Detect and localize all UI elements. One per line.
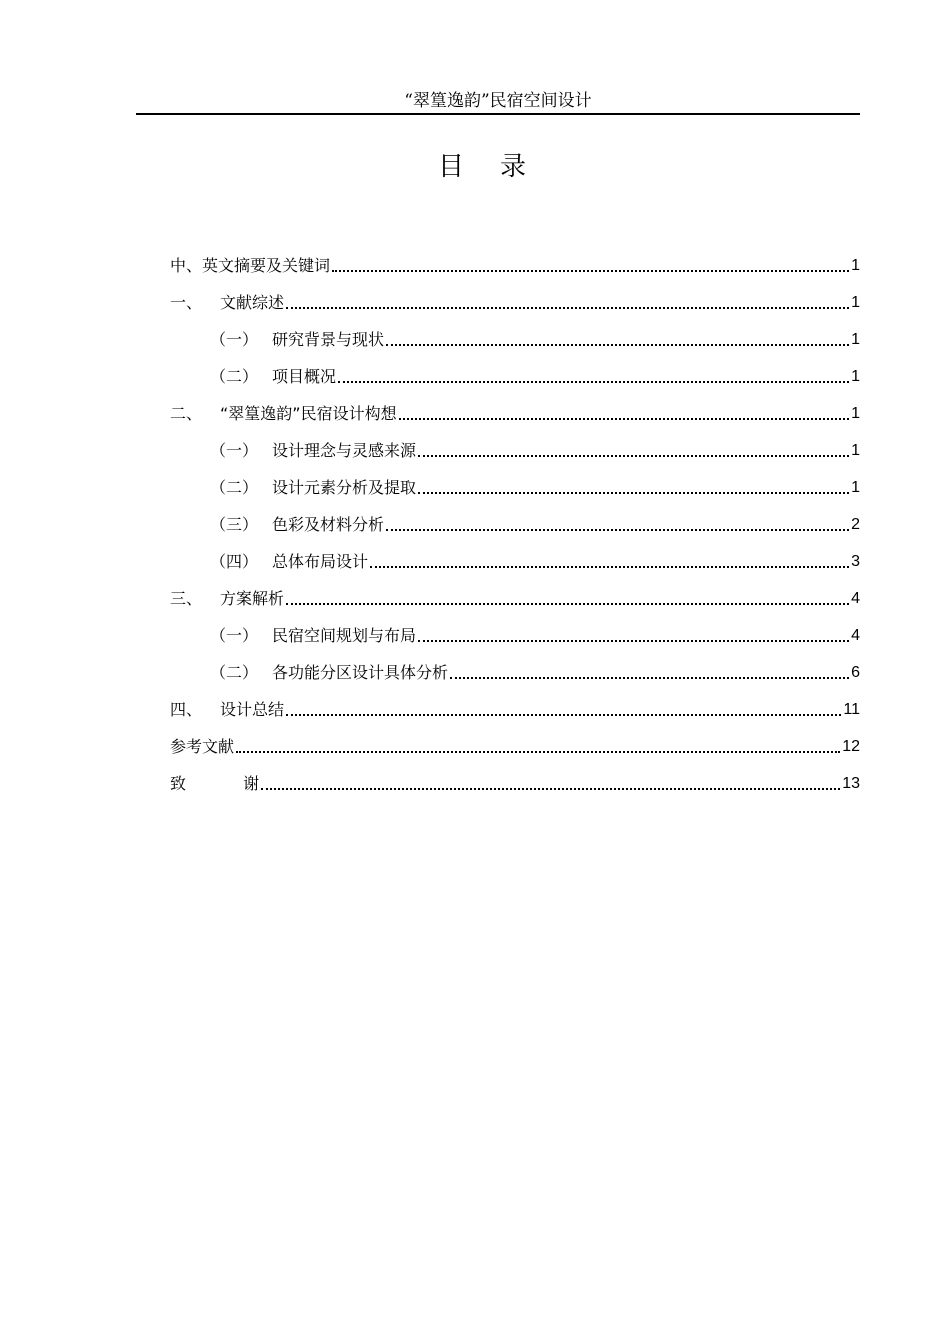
toc-entry[interactable] (170, 287, 860, 313)
dot-leader (286, 307, 849, 309)
toc-page-number: 1 (851, 405, 860, 422)
toc-entry-label: 参考文献 (170, 737, 235, 756)
dot-leader (386, 344, 849, 346)
toc-page-number: 2 (851, 516, 860, 533)
toc-entry-label: 致 谢 (170, 774, 286, 793)
toc-entry[interactable] (170, 583, 860, 609)
dot-leader (418, 640, 849, 642)
dot-leader (261, 788, 840, 790)
toc-entry-label: “翠篁逸韵”民宿设计构想 (220, 404, 397, 423)
toc-entry[interactable] (210, 546, 860, 572)
toc-page-number: 1 (851, 331, 860, 348)
dot-leader (286, 603, 849, 605)
toc-entry-number: （二） (210, 367, 259, 386)
toc-entry-label: 设计总结 (220, 700, 285, 719)
toc-page-number: 1 (851, 294, 860, 311)
toc-entry-label: 色彩及材料分析 (272, 515, 385, 534)
toc-page-number: 1 (851, 479, 860, 496)
toc-entry-label: 项目概况 (272, 367, 337, 386)
dot-leader (450, 677, 849, 679)
dot-leader (236, 751, 840, 753)
toc-page-number: 3 (851, 553, 860, 570)
toc-entry-number: （三） (210, 515, 259, 534)
dot-leader (399, 418, 850, 420)
toc-entry-number: 一、 (170, 293, 203, 312)
toc-entry-number: （二） (210, 478, 259, 497)
toc-entry[interactable] (210, 361, 860, 387)
toc-page-number: 4 (851, 590, 860, 607)
page-title: 目录 (437, 152, 562, 182)
header-rule (136, 113, 860, 115)
toc-page-number: 4 (851, 627, 860, 644)
toc-entry-label: 文献综述 (220, 293, 285, 312)
toc-page-number: 13 (842, 775, 860, 792)
dot-leader (418, 455, 849, 457)
toc-entry[interactable] (210, 657, 860, 683)
toc-entry-label: 中、英文摘要及关键词 (170, 256, 331, 275)
toc-entry-label: 总体布局设计 (272, 552, 369, 571)
toc-entry[interactable] (170, 250, 860, 276)
toc-entry[interactable] (170, 731, 860, 757)
toc-page-number: 1 (851, 368, 860, 385)
toc-entry-number: 二、 (170, 404, 203, 423)
toc-entry[interactable] (170, 768, 860, 794)
toc-page-number: 6 (851, 664, 860, 681)
toc-entry[interactable] (210, 472, 860, 498)
toc-entry-number: （二） (210, 663, 259, 682)
toc-entry-label: 各功能分区设计具体分析 (272, 663, 449, 682)
dot-leader (338, 381, 849, 383)
toc-entry[interactable] (210, 620, 860, 646)
toc-entry[interactable] (210, 324, 860, 350)
toc-entry-label: 设计理念与灵感来源 (272, 441, 417, 460)
toc-entry-number: （一） (210, 441, 259, 460)
toc-entry-number: （一） (210, 330, 259, 349)
toc-page-number: 12 (842, 738, 860, 755)
toc-entry[interactable] (170, 398, 860, 424)
toc-page-number: 1 (851, 442, 860, 459)
toc-entry-label: 民宿空间规划与布局 (272, 626, 417, 645)
toc-page-number: 1 (851, 257, 860, 274)
running-header: “翠篁逸韵”民宿空间设计 (404, 91, 592, 111)
toc-entry-number: 四、 (170, 700, 203, 719)
toc-entry[interactable] (170, 694, 860, 720)
toc-entry-label: 研究背景与现状 (272, 330, 385, 349)
toc-page-number: 11 (843, 701, 860, 718)
toc-entry[interactable] (210, 509, 860, 535)
toc-entry-label: 方案解析 (220, 589, 285, 608)
dot-leader (332, 270, 849, 272)
dot-leader (418, 492, 849, 494)
toc-entry-number: （一） (210, 626, 259, 645)
toc-entry-number: （四） (210, 552, 259, 571)
dot-leader (370, 566, 849, 568)
dot-leader (286, 714, 841, 716)
toc-entry[interactable] (210, 435, 860, 461)
toc-entry-number: 三、 (170, 589, 203, 608)
toc-entry-label: 设计元素分析及提取 (272, 478, 417, 497)
dot-leader (386, 529, 849, 531)
